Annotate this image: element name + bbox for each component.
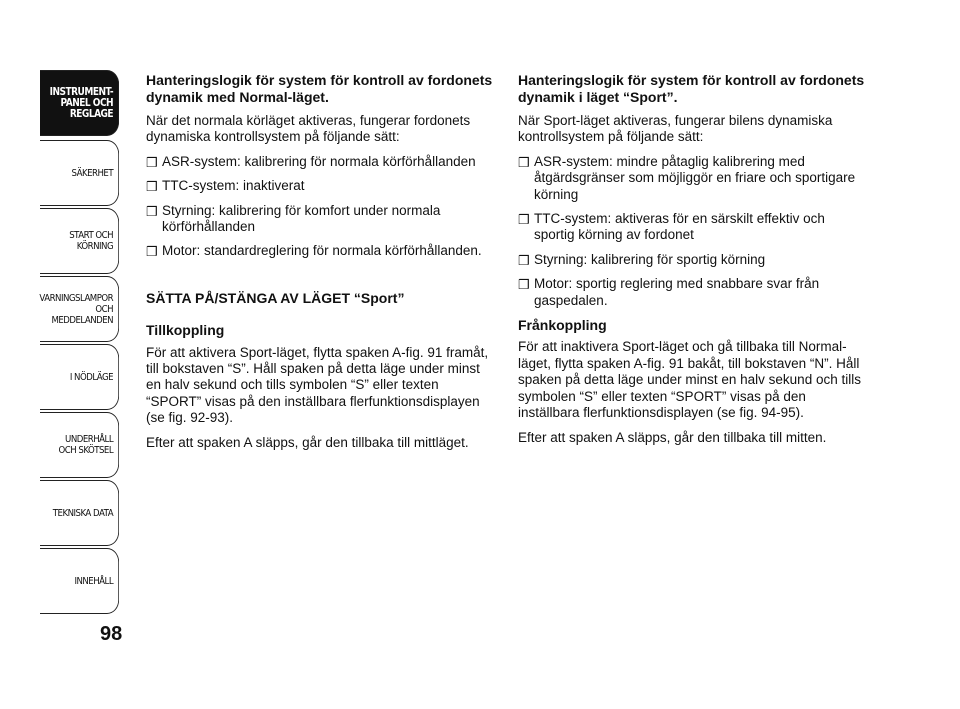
tab-label: SÄKERHET xyxy=(71,167,114,179)
normal-mode-bullet-list xyxy=(146,154,496,260)
tab-label: INSTRUMENT- PANEL OCH REGLAGE xyxy=(49,85,114,120)
list-item-text: ASR-system: kalibrering för normala körförhållanden xyxy=(162,153,476,169)
left-column xyxy=(146,72,496,459)
sport-mode-heading: Hanteringslogik för system för kontroll av fordonets dynamik i läget “Sport”. xyxy=(518,72,865,105)
list-item-text: Motor: sportig reglering med snabbare svar från gaspedalen. xyxy=(534,276,820,308)
list-item-text: ASR-system: mindre påtaglig kalibrering med åtgärdsgränser som möjliggör en friare och sportigare körning xyxy=(534,153,856,202)
tab-label: I NÖDLÄGE xyxy=(69,371,114,383)
checkbox-bullet-icon: ❒ xyxy=(146,244,158,260)
tab-label: TEKNISKA DATA xyxy=(52,507,114,519)
tab-tekniska-data[interactable] xyxy=(40,480,119,546)
checkbox-bullet-icon: ❒ xyxy=(518,154,530,170)
tab-label: INNEHÅLL xyxy=(74,575,114,587)
list-item xyxy=(146,203,496,236)
checkbox-bullet-icon: ❒ xyxy=(518,212,530,228)
list-item-text: Motor: standardreglering för normala körförhållanden. xyxy=(162,243,482,259)
checkbox-bullet-icon: ❒ xyxy=(518,252,530,268)
normal-mode-intro: När det normala körläget aktiveras, fungerar fordonets dynamiska kontrollsystem på följande sätt: xyxy=(146,113,471,145)
normal-mode-heading: Hanteringslogik för system för kontroll av fordonets dynamik med Normal-läget. xyxy=(146,72,493,105)
list-item-text: TTC-system: aktiveras för en särskilt effektiv och sportig körning av fordonet xyxy=(534,211,825,243)
tab-label: START OCH KÖRNING xyxy=(69,230,114,252)
deactivation-paragraph: För att inaktivera Sport-läget och gå tillbaka till Normal-läget, flytta spaken A-fig. 91 bakåt, till bokstaven “N”. Håll spaken på detta läge under minst en halv sekund och tills symbolen “S” eller texten “SPORT” visas på den inställbara flerfunktionsdisplayen (se fig. 94-95). xyxy=(518,339,861,421)
list-item xyxy=(146,154,496,170)
tab-label: VARNINGSLAMPOR OCH MEDDELANDEN xyxy=(39,292,114,326)
list-item xyxy=(146,178,496,194)
list-item xyxy=(518,276,868,309)
list-item-text: Styrning: kalibrering för sportig körning xyxy=(534,251,766,267)
tab-innehall[interactable] xyxy=(40,548,119,614)
activation-paragraph: För att aktivera Sport-läget, flytta spaken A-fig. 91 framåt, till bokstaven “S”. Håll spaken på detta läge under minst en halv sekund och tills symbolen “S” eller texten “SPORT” visas på den inställbara flerfunktionsdisplayen (se fig. 92-93). xyxy=(146,344,489,426)
tab-instrumentpanel-och-reglage[interactable] xyxy=(40,70,119,136)
tab-start-och-korning[interactable] xyxy=(40,208,119,274)
list-item-text: Styrning: kalibrering för komfort under normala körförhållanden xyxy=(162,202,441,235)
deactivation-release-paragraph: Efter att spaken A släpps, går den tillbaka till mitten. xyxy=(518,429,827,445)
list-item xyxy=(518,211,868,244)
list-item-text: TTC-system: inaktiverat xyxy=(162,178,305,194)
page-number: 98 xyxy=(100,623,123,645)
right-column xyxy=(518,72,868,454)
section-title: SÄTTA PÅ/STÄNGA AV LÄGET “Sport” xyxy=(146,289,405,306)
deactivation-subtitle: Frånkoppling xyxy=(518,317,607,334)
activation-release-paragraph: Efter att spaken A släpps, går den tillbaka till mittläget. xyxy=(146,434,469,450)
tab-varningslampor-och-meddelanden[interactable] xyxy=(40,276,119,342)
tab-underhall-och-skotsel[interactable] xyxy=(40,412,119,478)
checkbox-bullet-icon: ❒ xyxy=(518,277,530,293)
list-item xyxy=(518,252,868,268)
checkbox-bullet-icon: ❒ xyxy=(146,179,158,195)
sport-mode-intro: När Sport-läget aktiveras, fungerar bilens dynamiska kontrollsystem på följande sätt: xyxy=(518,113,833,145)
tab-sakerhet[interactable] xyxy=(40,140,119,206)
list-item xyxy=(518,154,868,203)
sport-mode-bullet-list xyxy=(518,154,868,309)
list-item xyxy=(146,243,496,259)
tab-label: UNDERHÅLL OCH SKÖTSEL xyxy=(58,434,114,456)
checkbox-bullet-icon: ❒ xyxy=(146,154,158,170)
tab-i-nodlage[interactable] xyxy=(40,344,119,410)
activation-subtitle: Tillkoppling xyxy=(146,322,225,339)
checkbox-bullet-icon: ❒ xyxy=(146,203,158,219)
